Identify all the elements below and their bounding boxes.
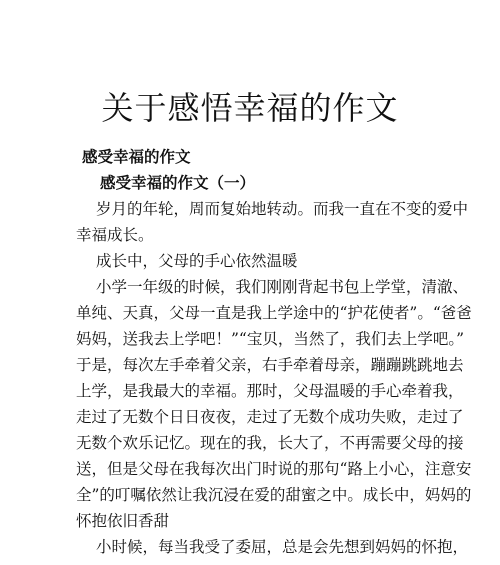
paragraph-line: 送，但是父母在我每次出门时说的那句“路上小心，注意安 [76, 460, 472, 478]
paragraph-line: 成长中，父母的手心依然温暖 [96, 252, 298, 270]
paragraph-line: 小时候，每当我受了委屈，总是会先想到妈妈的怀抱， [96, 538, 469, 556]
paragraph-line: 小学一年级的时候，我们刚刚背起书包上学堂，清澈、 [96, 278, 469, 296]
document-title: 关于感悟幸福的作文 [101, 89, 399, 127]
paragraph-line: 于是，每次左手牵着父亲，右手牵着母亲，蹦蹦跳跳地去 [76, 356, 464, 374]
paragraph-line: 怀抱依旧香甜 [76, 512, 170, 530]
paragraph-line: 幸福成长。 [76, 226, 154, 244]
paragraph-line: 无数个欢乐记忆。现在的我，长大了，不再需要父母的接 [76, 434, 464, 452]
paragraph-line: 妈妈，送我去上学吧！”“宝贝，当然了，我们去上学吧。” [76, 330, 465, 348]
paragraph-line: 全”的叮嘱依然让我沉浸在爱的甜蜜之中。成长中，妈妈的 [76, 486, 472, 504]
paragraph-line: 上学，是我最大的幸福。那时，父母温暖的手心牵着我， [76, 382, 464, 400]
paragraph-line: 岁月的年轮，周而复始地转动。而我一直在不变的爱中 [96, 200, 469, 218]
section-subheading: 感受幸福的作文（一） [100, 173, 256, 192]
paragraph-line: 走过了无数个日日夜夜，走过了无数个成功失败，走过了 [76, 408, 464, 426]
paragraph-line: 单纯、天真，父母一直是我上学途中的“护花使者”。“爸爸 [76, 304, 472, 322]
section-heading: 感受幸福的作文 [82, 147, 191, 166]
